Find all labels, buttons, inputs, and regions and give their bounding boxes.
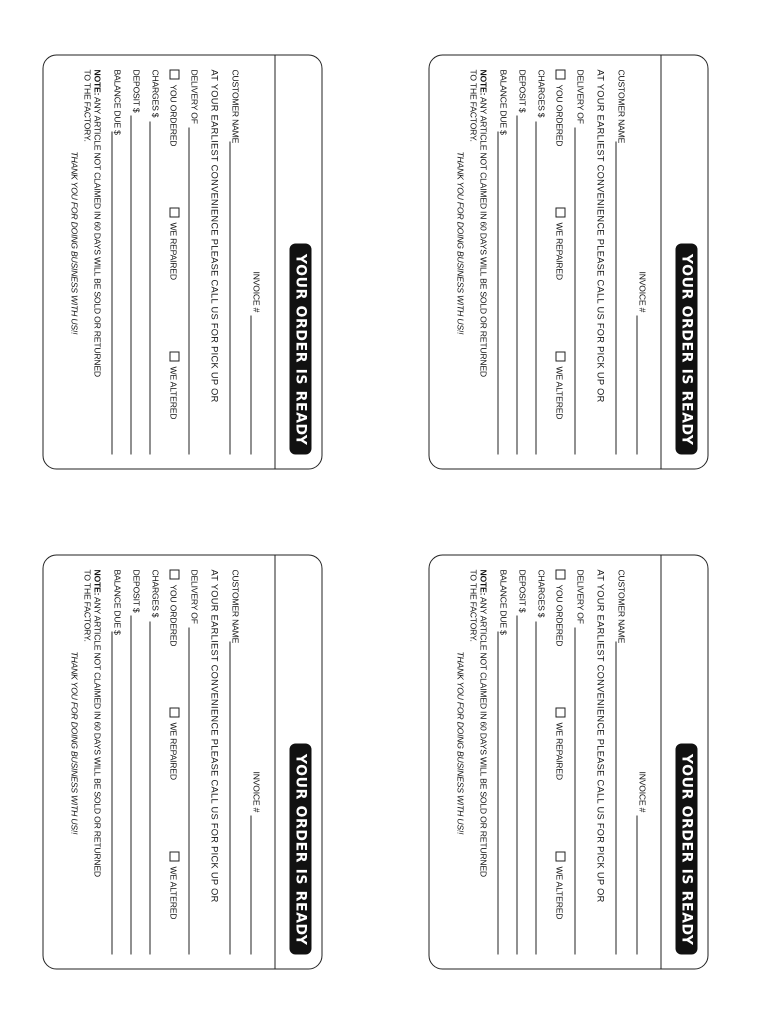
checkbox-icon[interactable] — [170, 570, 180, 580]
option-you-ordered[interactable]: YOU ORDERED — [169, 70, 180, 147]
card-banner: YOUR ORDER IS READY — [290, 244, 312, 455]
deposit-label: DEPOSIT $ — [517, 69, 528, 113]
header-divider — [661, 556, 662, 969]
option-we-repaired[interactable]: WE REPAIRED — [169, 208, 180, 280]
card-banner: YOUR ORDER IS READY — [676, 244, 698, 455]
note-text-continued: TO THE FACTORY. — [82, 569, 93, 642]
note-text: NOTE: ANY ARTICLE NOT CLAIMED IN 60 DAYS WILL BE SOLD OR RETURNED — [478, 69, 489, 377]
delivery-of-line[interactable] — [189, 128, 190, 455]
balance-due-label: BALANCE DUE $ — [498, 569, 509, 635]
charges-line[interactable] — [536, 122, 537, 455]
customer-name-line[interactable] — [230, 642, 231, 955]
deposit-label: DEPOSIT $ — [517, 569, 528, 613]
charges-label: CHARGES $ — [150, 69, 161, 118]
option-we-altered[interactable]: WE ALTERED — [555, 852, 566, 920]
note-text-continued: TO THE FACTORY. — [468, 69, 479, 142]
customer-name-label: CUSTOMER NAME — [616, 69, 627, 144]
balance-due-line[interactable] — [498, 132, 499, 455]
order-ready-card — [43, 55, 323, 470]
charges-label: CHARGES $ — [536, 569, 547, 618]
order-ready-card — [429, 555, 709, 970]
invoice-label: INVOICE # — [251, 771, 262, 813]
checkbox-icon[interactable] — [556, 352, 566, 362]
thank-you-message: THANK YOU FOR DOING BUSINESS WITH US!! — [69, 151, 80, 335]
delivery-of-line[interactable] — [575, 628, 576, 955]
customer-name-line[interactable] — [616, 142, 617, 455]
note-text: NOTE: ANY ARTICLE NOT CLAIMED IN 60 DAYS WILL BE SOLD OR RETURNED — [92, 569, 103, 877]
note-text: NOTE: ANY ARTICLE NOT CLAIMED IN 60 DAYS WILL BE SOLD OR RETURNED — [92, 69, 103, 377]
deposit-line[interactable] — [131, 116, 132, 455]
deposit-line[interactable] — [131, 616, 132, 955]
invoice-line[interactable] — [637, 816, 638, 955]
balance-due-line[interactable] — [498, 632, 499, 955]
invoice-line[interactable] — [251, 816, 252, 955]
note-text: NOTE: ANY ARTICLE NOT CLAIMED IN 60 DAYS WILL BE SOLD OR RETURNED — [478, 569, 489, 877]
option-we-repaired[interactable]: WE REPAIRED — [555, 708, 566, 780]
thank-you-message: THANK YOU FOR DOING BUSINESS WITH US!! — [69, 651, 80, 835]
option-we-repaired[interactable]: WE REPAIRED — [555, 208, 566, 280]
option-we-altered[interactable]: WE ALTERED — [169, 852, 180, 920]
order-ready-card — [429, 55, 709, 470]
invoice-label: INVOICE # — [637, 271, 648, 313]
checkbox-icon[interactable] — [556, 208, 566, 218]
charges-label: CHARGES $ — [536, 69, 547, 118]
invoice-line[interactable] — [251, 316, 252, 455]
header-divider — [275, 556, 276, 969]
checkbox-icon[interactable] — [170, 70, 180, 80]
card-banner: YOUR ORDER IS READY — [290, 744, 312, 955]
delivery-of-line[interactable] — [189, 628, 190, 955]
option-we-repaired[interactable]: WE REPAIRED — [169, 708, 180, 780]
balance-due-label: BALANCE DUE $ — [498, 69, 509, 135]
option-you-ordered[interactable]: YOU ORDERED — [555, 570, 566, 647]
deposit-line[interactable] — [517, 616, 518, 955]
delivery-of-line[interactable] — [575, 128, 576, 455]
thank-you-message: THANK YOU FOR DOING BUSINESS WITH US!! — [455, 651, 466, 835]
checkbox-icon[interactable] — [170, 208, 180, 218]
customer-name-line[interactable] — [616, 642, 617, 955]
delivery-of-label: DELIVERY OF — [189, 569, 200, 624]
delivery-of-label: DELIVERY OF — [189, 69, 200, 124]
charges-line[interactable] — [536, 622, 537, 955]
note-text-continued: TO THE FACTORY. — [468, 569, 479, 642]
invoice-label: INVOICE # — [637, 771, 648, 813]
call-instructions: AT YOUR EARLIEST CONVENIENCE PLEASE CALL US FOR PICK UP OR — [595, 69, 606, 403]
checkbox-icon[interactable] — [170, 852, 180, 862]
checkbox-icon[interactable] — [170, 708, 180, 718]
balance-due-line[interactable] — [112, 632, 113, 955]
checkbox-icon[interactable] — [556, 708, 566, 718]
header-divider — [275, 56, 276, 469]
thank-you-message: THANK YOU FOR DOING BUSINESS WITH US!! — [455, 151, 466, 335]
deposit-line[interactable] — [517, 116, 518, 455]
charges-line[interactable] — [150, 622, 151, 955]
call-instructions: AT YOUR EARLIEST CONVENIENCE PLEASE CALL US FOR PICK UP OR — [595, 569, 606, 903]
checkbox-icon[interactable] — [556, 570, 566, 580]
option-you-ordered[interactable]: YOU ORDERED — [555, 70, 566, 147]
customer-name-label: CUSTOMER NAME — [616, 569, 627, 644]
balance-due-label: BALANCE DUE $ — [112, 569, 123, 635]
call-instructions: AT YOUR EARLIEST CONVENIENCE PLEASE CALL US FOR PICK UP OR — [209, 569, 220, 903]
delivery-of-label: DELIVERY OF — [575, 69, 586, 124]
invoice-label: INVOICE # — [251, 271, 262, 313]
customer-name-line[interactable] — [230, 142, 231, 455]
option-you-ordered[interactable]: YOU ORDERED — [169, 570, 180, 647]
delivery-of-label: DELIVERY OF — [575, 569, 586, 624]
checkbox-icon[interactable] — [170, 352, 180, 362]
charges-label: CHARGES $ — [150, 569, 161, 618]
order-ready-card — [43, 555, 323, 970]
note-text-continued: TO THE FACTORY. — [82, 69, 93, 142]
deposit-label: DEPOSIT $ — [131, 569, 142, 613]
deposit-label: DEPOSIT $ — [131, 69, 142, 113]
balance-due-label: BALANCE DUE $ — [112, 69, 123, 135]
invoice-line[interactable] — [637, 316, 638, 455]
card-banner: YOUR ORDER IS READY — [676, 744, 698, 955]
charges-line[interactable] — [150, 122, 151, 455]
checkbox-icon[interactable] — [556, 852, 566, 862]
header-divider — [661, 56, 662, 469]
customer-name-label: CUSTOMER NAME — [230, 69, 241, 144]
checkbox-icon[interactable] — [556, 70, 566, 80]
option-we-altered[interactable]: WE ALTERED — [555, 352, 566, 420]
customer-name-label: CUSTOMER NAME — [230, 569, 241, 644]
balance-due-line[interactable] — [112, 132, 113, 455]
option-we-altered[interactable]: WE ALTERED — [169, 352, 180, 420]
call-instructions: AT YOUR EARLIEST CONVENIENCE PLEASE CALL US FOR PICK UP OR — [209, 69, 220, 403]
